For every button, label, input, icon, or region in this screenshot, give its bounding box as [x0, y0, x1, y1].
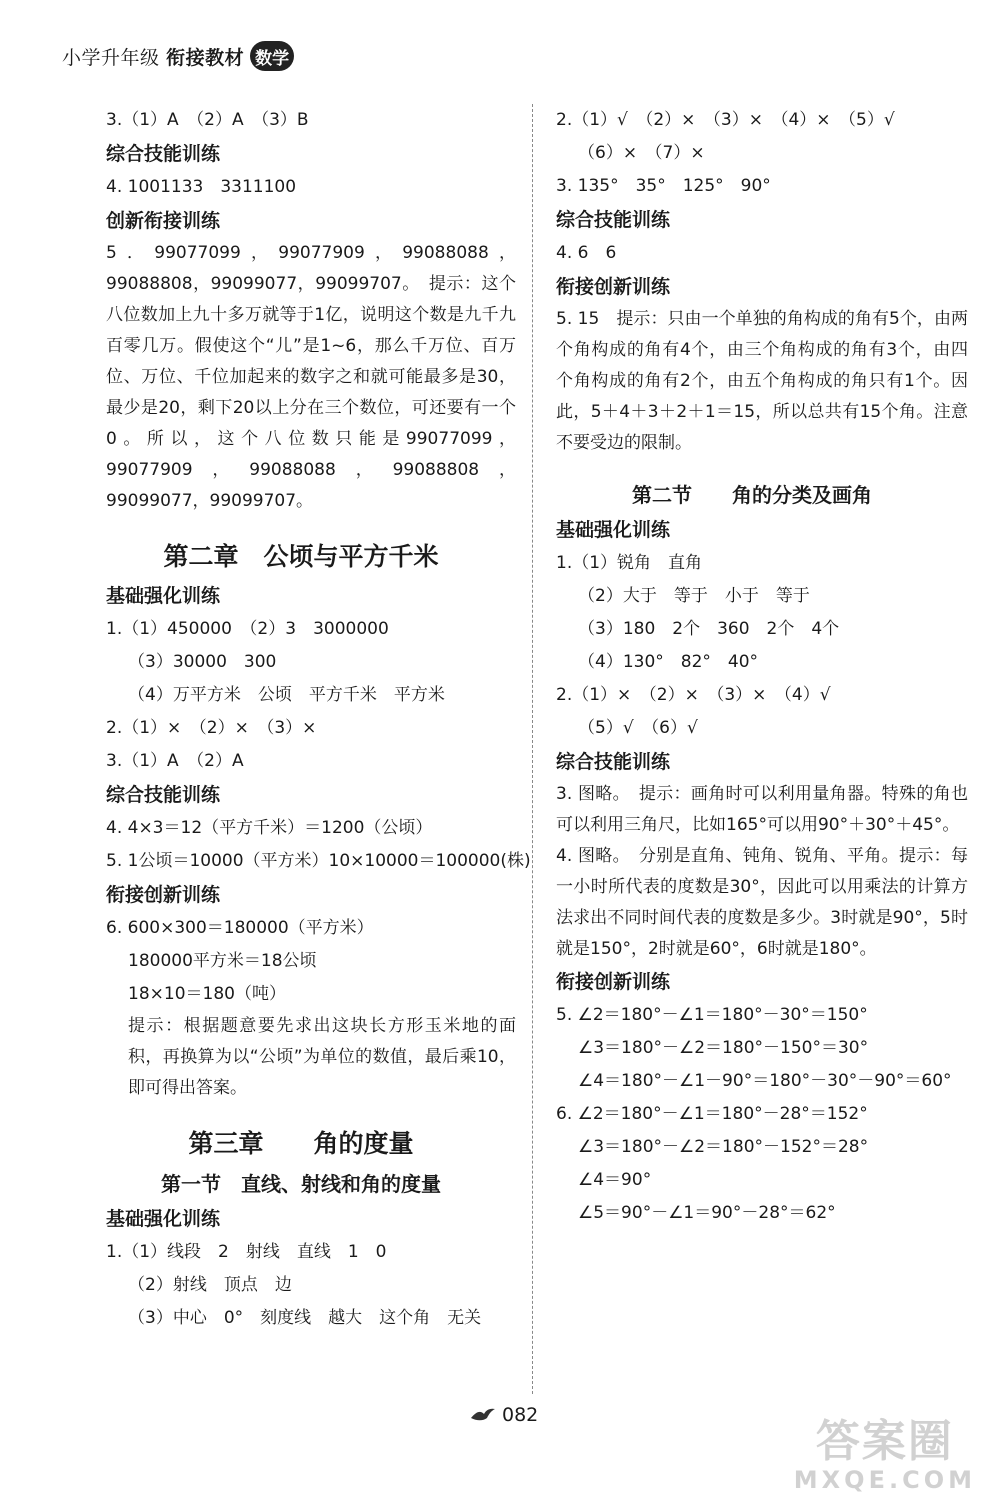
section-title: 第一节 直线、射线和角的度量 — [161, 1172, 441, 1196]
bird-icon — [470, 1406, 496, 1424]
section-heading: 基础强化训练 — [106, 1208, 221, 1230]
answer-subline: （4）万平方米 公顷 平方千米 平方米 — [128, 685, 445, 705]
answer-line: 3.（1）A （2）A — [106, 751, 244, 771]
chapter-title: 第二章 公顷与平方千米 — [163, 542, 439, 571]
running-header — [62, 40, 294, 72]
answer-subline: （2）射线 顶点 边 — [128, 1275, 292, 1295]
answer-subline: ∠4＝180°－∠1－90°＝180°－30°－90°＝60° — [578, 1071, 952, 1091]
section-heading: 综合技能训练 — [106, 784, 221, 806]
answer-subline: （6）× （7）× — [578, 143, 705, 163]
answer-subline: （2）大于 等于 小于 等于 — [578, 586, 810, 606]
answer-paragraph: 3. 图略。 提示：画角时可以利用量角器。特殊的角也可以利用三角尺，比如165°可以用90°＋30°＋45°。 — [556, 784, 968, 835]
answer-paragraph: 4. 图略。 分别是直角、钝角、锐角、平角。提示：每一小时所代表的度数是30°，因此可以用乘法的计算方法求出不同时间代表的度数是多少。3时就是90°，5时就是150°，2时就是60°，6时就是180°。 — [556, 846, 968, 959]
answer-line: 1.（1）锐角 直角 — [556, 553, 703, 573]
section-heading: 综合技能训练 — [556, 209, 671, 231]
answer-line: 4. 6 6 — [556, 243, 617, 263]
answer-subline: 18×10＝180（吨） — [128, 984, 286, 1004]
section-heading: 衔接创新训练 — [556, 971, 671, 993]
right-column — [556, 104, 968, 1230]
section-heading: 基础强化训练 — [106, 585, 221, 607]
answer-subline: （5）√ （6）√ — [578, 718, 698, 738]
column-divider — [532, 104, 533, 1394]
section-heading: 基础强化训练 — [556, 519, 671, 541]
answer-subline: （3）中心 0° 刻度线 越大 这个角 无关 — [128, 1308, 482, 1328]
answer-line: 6. ∠2＝180°－∠1＝180°－28°＝152° — [556, 1104, 868, 1124]
answer-subline: 180000平方米＝18公顷 — [128, 951, 317, 971]
watermark-text: 答案圈 — [815, 1416, 954, 1467]
answer-line: 1.（1）线段 2 射线 直线 1 0 — [106, 1242, 387, 1262]
section-heading: 综合技能训练 — [556, 751, 671, 773]
answer-subline: ∠3＝180°－∠2＝180°－150°＝30° — [578, 1038, 869, 1058]
page-number: 082 — [502, 1404, 539, 1426]
answer-line: 2.（1）× （2）× （3）× — [106, 718, 317, 738]
chapter-title: 第三章 角的度量 — [188, 1129, 414, 1158]
left-column — [106, 104, 531, 1335]
answer-line: 4. 1001133 3311100 — [106, 177, 297, 197]
hint-paragraph: 提示：根据题意要先求出这块长方形玉米地的面积，再换算为以“公顷”为单位的数值，最后乘10，即可得出答案。 — [128, 1016, 516, 1098]
section-heading: 衔接创新训练 — [556, 276, 671, 298]
answer-line: 3. 135° 35° 125° 90° — [556, 176, 771, 196]
answer-line: 1.（1）450000 （2）3 3000000 — [106, 619, 389, 639]
answer-subline: （3）30000 300 — [128, 652, 277, 672]
spacer — [556, 459, 968, 477]
answer-subline: ∠4＝90° — [578, 1170, 652, 1190]
subject-badge: 数学 — [250, 41, 294, 71]
book-title: 小学升年级 衔接教材 — [62, 46, 245, 69]
answer-subline: （4）130° 82° 40° — [578, 652, 759, 672]
section-heading: 衔接创新训练 — [106, 884, 221, 906]
answer-line: 3.（1）A （2）A （3）B — [106, 110, 309, 130]
answer-line: 5. 1公顷＝10000（平方米）10×10000＝100000(株) — [106, 851, 531, 871]
answer-paragraph: 5．99077099，99077909，99088088，99088808，99099077，99099707。 提示：这个八位数加上九十多万就等于1亿，说明这个数是九千九百零几万。假使这个“儿”是1~6，那么千万位、百万位、万位、千位加起来的数字之和就可能最多是30，最少是20，剩下20以上分在三个数位，可还要有一个0。所以，这个八位数只能是99077099，99077909，99088088，99088808，99099077，99099707。 — [106, 243, 516, 511]
section-heading: 创新衔接训练 — [106, 210, 221, 232]
answer-line: 6. 600×300＝180000（平方米） — [106, 918, 374, 938]
page-footer — [470, 1404, 538, 1426]
section-title: 第二节 角的分类及画角 — [632, 483, 872, 507]
answer-line: 2.（1）× （2）× （3）× （4）√ — [556, 685, 831, 705]
watermark-url: MXQE.COM — [793, 1466, 976, 1494]
watermark-logo — [794, 1418, 976, 1494]
answer-paragraph: 5. 15 提示：只由一个单独的角构成的角有5个，由两个角构成的角有4个，由三个角构成的角有3个，由四个角构成的角有2个，由五个角构成的角只有1个。因此，5＋4＋3＋2＋1＝15，所以总共有15个角。注意不要受边的限制。 — [556, 309, 968, 453]
answer-subline: ∠5＝90°－∠1＝90°－28°＝62° — [578, 1203, 836, 1223]
answer-line: 2.（1）√ （2）× （3）× （4）× （5）√ — [556, 110, 895, 130]
section-heading: 综合技能训练 — [106, 143, 221, 165]
answer-subline: ∠3＝180°－∠2＝180°－152°＝28° — [578, 1137, 869, 1157]
answer-subline: （3）180 2个 360 2个 4个 — [578, 619, 840, 639]
answer-line: 4. 4×3＝12（平方千米）＝1200（公顷） — [106, 818, 433, 838]
answer-line: 5. ∠2＝180°－∠1＝180°－30°＝150° — [556, 1005, 868, 1025]
